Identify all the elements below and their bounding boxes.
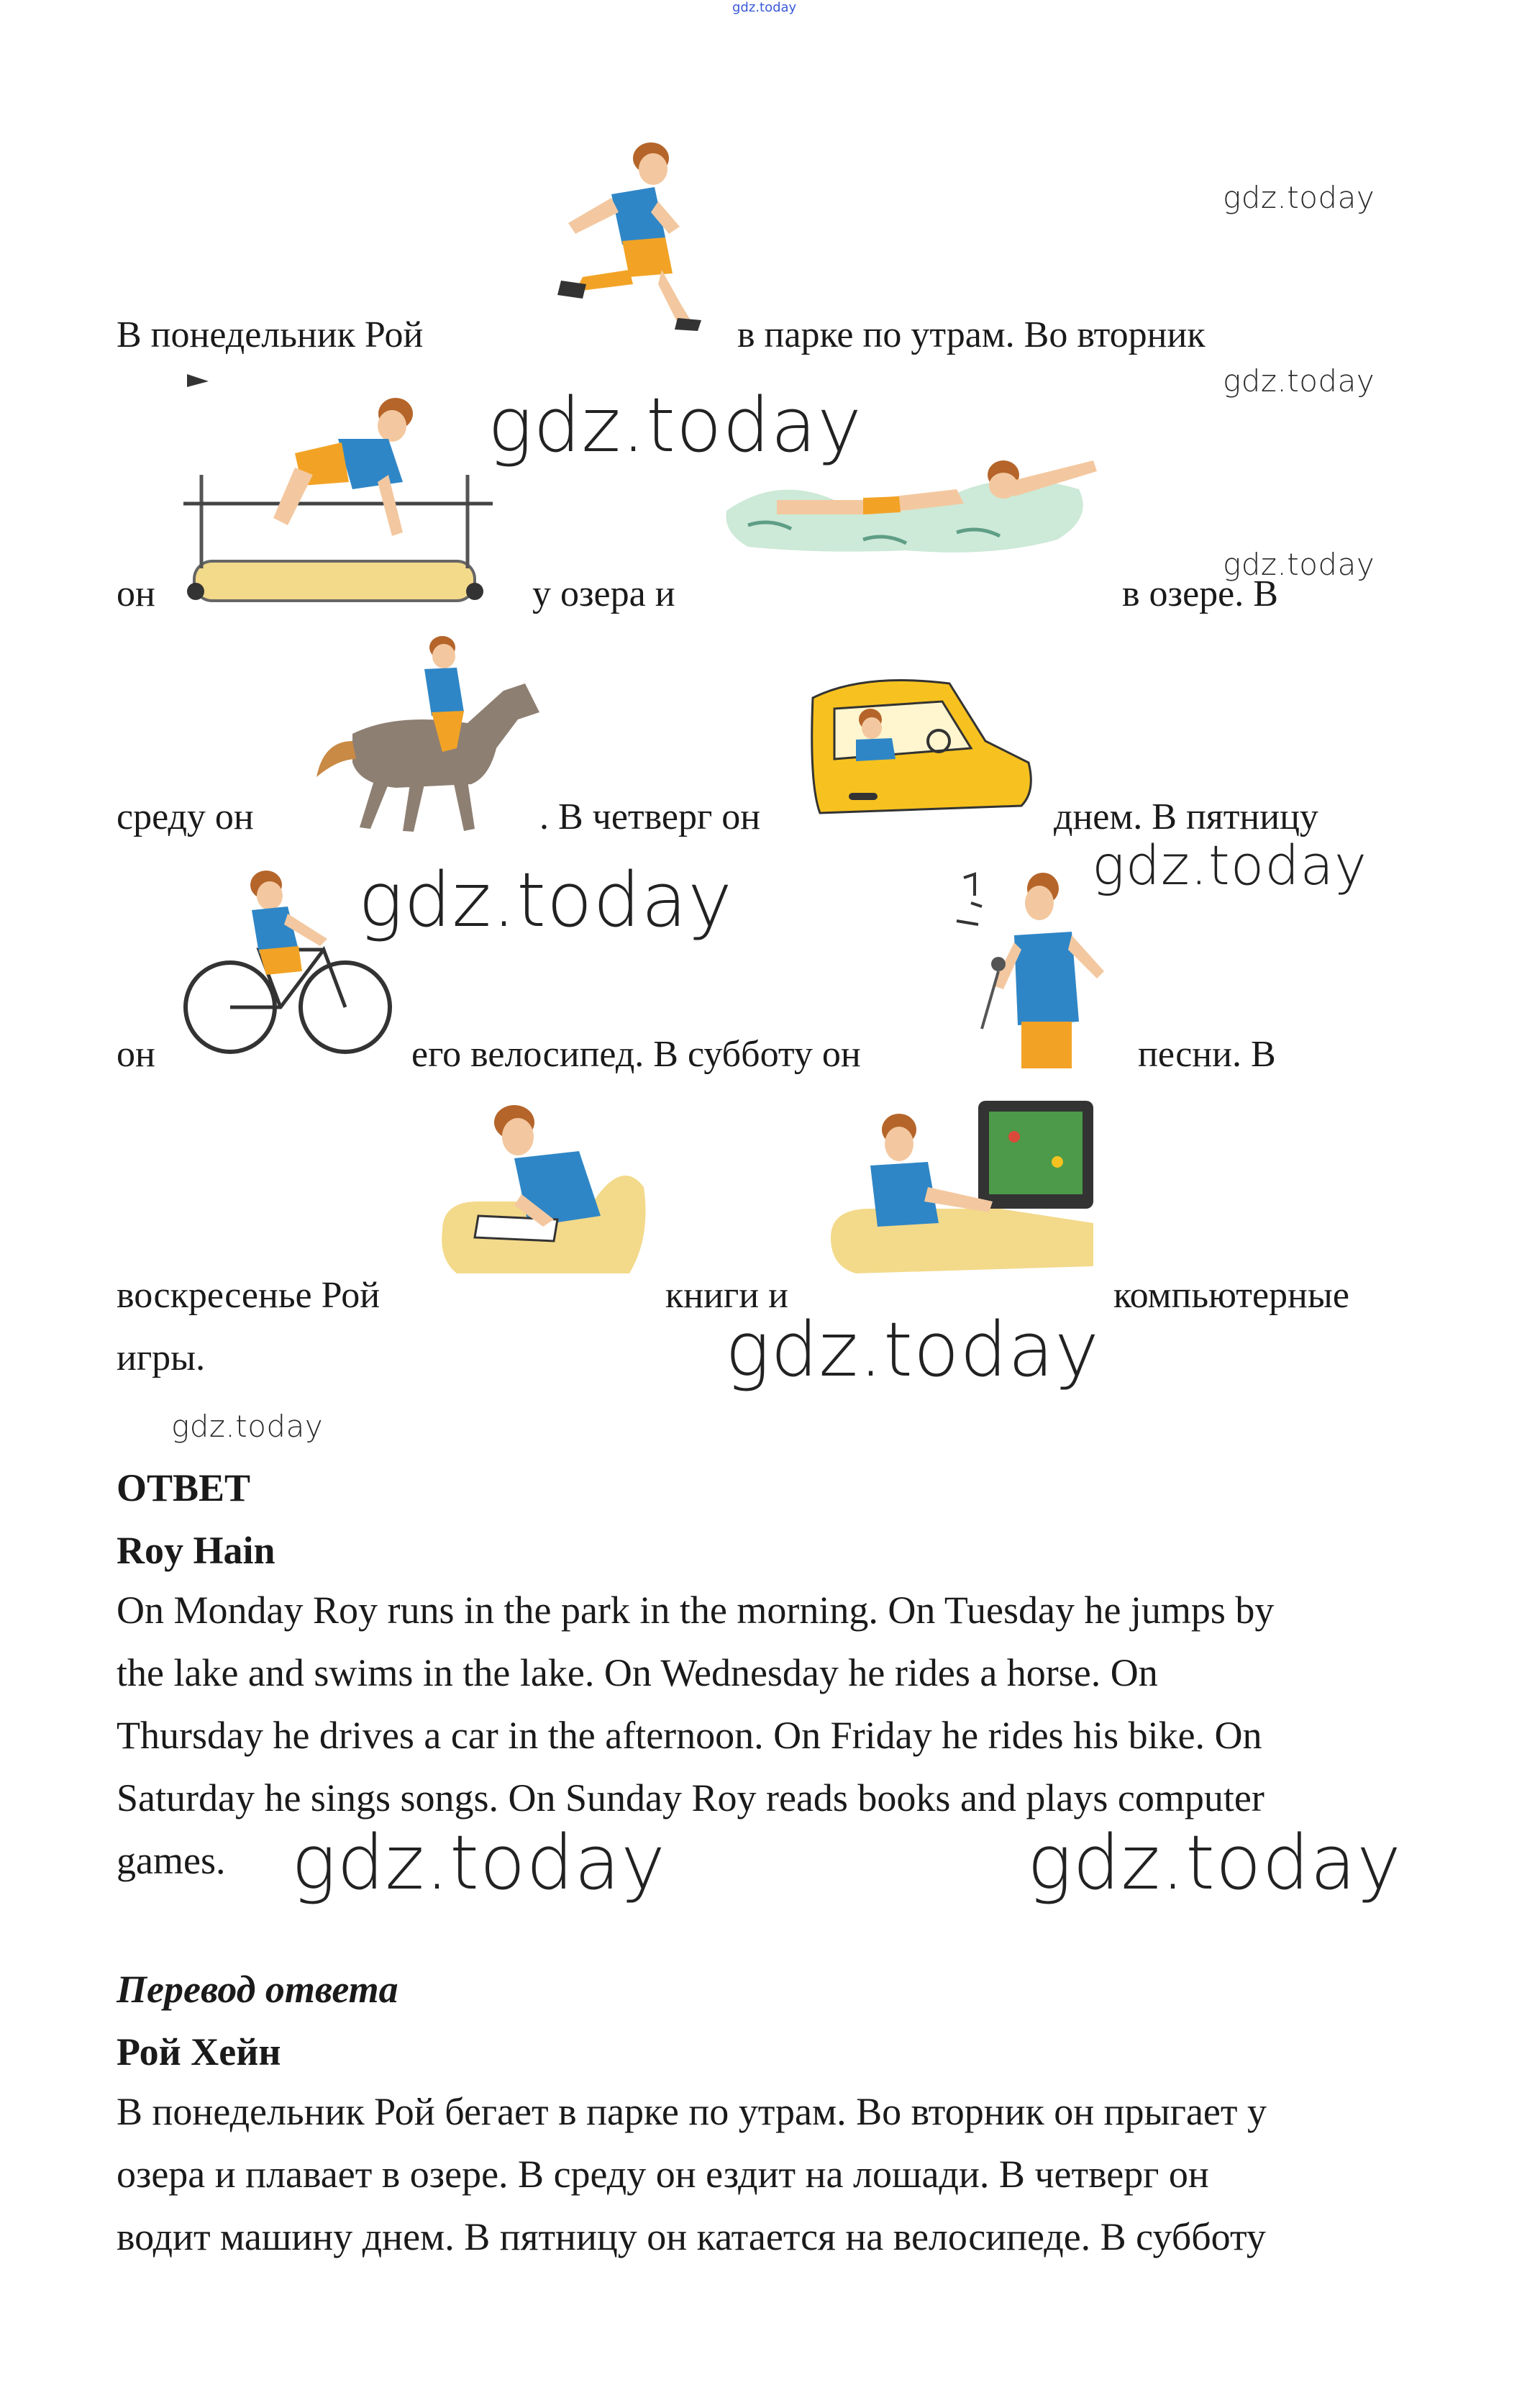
reading-boy-picture bbox=[435, 1094, 651, 1281]
header-watermark: gdz.today bbox=[732, 0, 797, 15]
exercise-text: воскресенье Рой bbox=[117, 1275, 380, 1316]
exercise-text: песни. В bbox=[1138, 1034, 1276, 1075]
answer-line: Saturday he sings songs. On Sunday Roy reads books and plays computer bbox=[117, 1776, 1264, 1819]
jumping-boy-picture bbox=[173, 374, 503, 612]
exercise-text: у озера и bbox=[532, 573, 675, 614]
exercise-text: он bbox=[117, 1034, 155, 1075]
answer-name: Roy Hain bbox=[117, 1529, 275, 1572]
exercise-text: в озере. В bbox=[1122, 573, 1278, 614]
watermark-large: gdz.today bbox=[1092, 833, 1367, 897]
answer-line: On Monday Roy runs in the park in the morning. On Tuesday he jumps by bbox=[117, 1589, 1275, 1632]
watermark-large: gdz.today bbox=[1027, 1819, 1402, 1907]
watermark-small: gdz.today bbox=[171, 1409, 324, 1444]
translation-heading: Перевод ответа bbox=[117, 1968, 398, 2011]
translation-line: В понедельник Рой бегает в парке по утрам. Во вторник он прыгает у bbox=[117, 2090, 1267, 2133]
singing-boy-picture bbox=[949, 863, 1136, 1072]
exercise-text: книги и bbox=[665, 1275, 788, 1316]
exercise-text: в парке по утрам. Во вторник bbox=[737, 314, 1206, 355]
answer-heading: ОТВЕТ bbox=[117, 1466, 251, 1509]
translation-name: Рой Хейн bbox=[117, 2030, 281, 2073]
watermark-large: gdz.today bbox=[291, 1819, 666, 1907]
exercise-text: В понедельник Рой bbox=[117, 314, 424, 355]
watermark-small: gdz.today bbox=[1223, 363, 1375, 399]
exercise-text: днем. В пятницу bbox=[1054, 796, 1318, 837]
answer-paragraph bbox=[117, 1579, 1411, 1892]
translation-paragraph bbox=[117, 2081, 1411, 2268]
watermark-large: gdz.today bbox=[488, 381, 862, 469]
exercise-text: игры. bbox=[117, 1337, 206, 1378]
answer-line: Thursday he drives a car in the afternoon. On Friday he rides his bike. On bbox=[117, 1714, 1262, 1757]
running-boy-picture bbox=[489, 137, 705, 338]
translation-line: озера и плавает в озере. В среду он ездит на лошади. В четверг он bbox=[117, 2153, 1209, 2196]
horse-riding-picture bbox=[309, 633, 547, 842]
watermark-large: gdz.today bbox=[358, 856, 733, 944]
driving-car-picture bbox=[806, 669, 1036, 835]
exercise-text: он bbox=[117, 573, 155, 614]
exercise-text: . В четверг он bbox=[539, 796, 761, 837]
exercise-text: его велосипед. В субботу он bbox=[411, 1034, 861, 1075]
computer-games-picture bbox=[827, 1094, 1101, 1281]
watermark-small: gdz.today bbox=[1223, 547, 1375, 582]
watermark-large: gdz.today bbox=[725, 1306, 1100, 1394]
answer-line: games. bbox=[117, 1839, 226, 1882]
answer-line: the lake and swims in the lake. On Wednesday he rides a horse. On bbox=[117, 1651, 1158, 1694]
watermark-small: gdz.today bbox=[1223, 180, 1375, 215]
exercise-text: компьютерные bbox=[1113, 1275, 1349, 1316]
cycling-picture bbox=[180, 863, 396, 1065]
exercise-text: среду он bbox=[117, 796, 254, 837]
translation-line: водит машину днем. В пятницу он катается на велосипеде. В субботу bbox=[117, 2215, 1266, 2258]
swimming-boy-picture bbox=[719, 432, 1108, 576]
